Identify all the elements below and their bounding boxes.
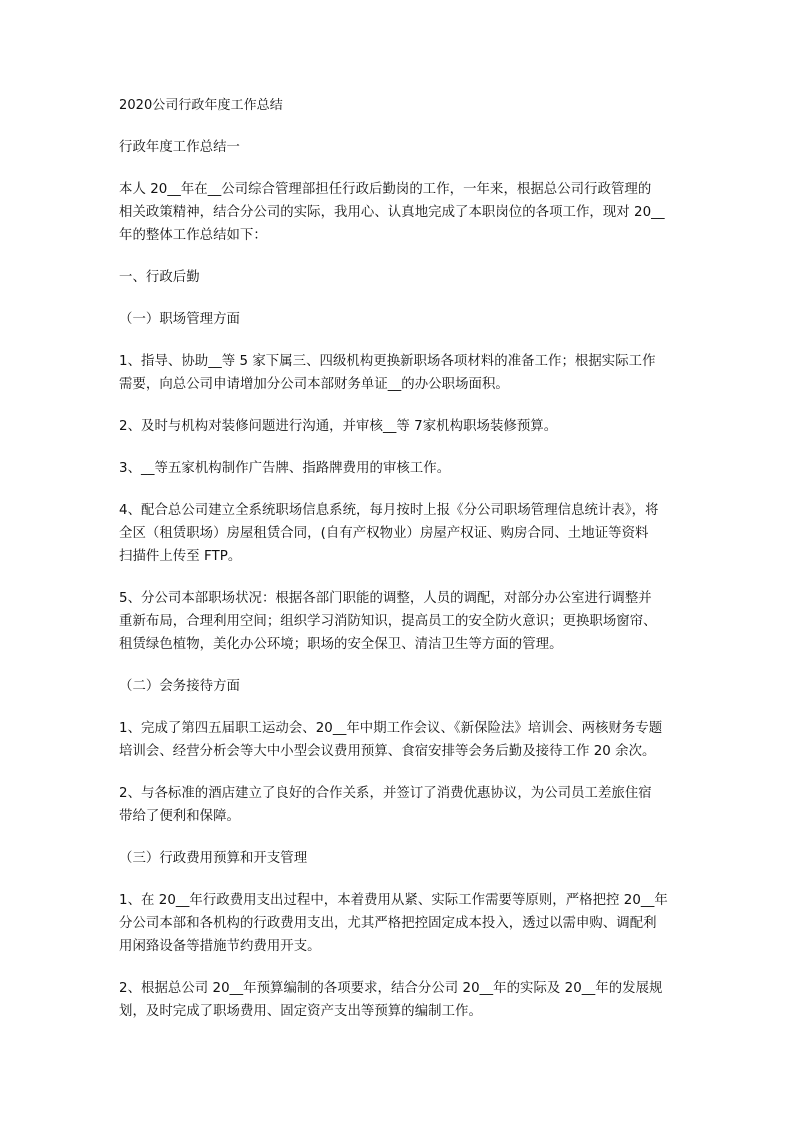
subsection-heading: （二）会务接待方面 xyxy=(119,679,240,694)
item-line: 1、完成了第四五届职工运动会、20__年中期工作会议、《新保险法》培训会、两核财务专题 xyxy=(119,721,663,736)
document-body xyxy=(119,94,679,1023)
list-item xyxy=(119,457,679,480)
subsection-heading: （三）行政费用预算和开支管理 xyxy=(119,851,308,866)
list-item xyxy=(119,889,679,958)
item-line: 培训会、经营分析会等大中小型会议费用预算、食宿安排等会务后勤及接待工作 20 余次。 xyxy=(119,744,656,759)
item-line: 需要，向总公司申请增加分公司本部财务单证__的办公职场面积。 xyxy=(119,377,509,392)
item-line: 带给了便利和保障。 xyxy=(119,809,240,824)
item-line: 全区（租赁职场）房屋租赁合同，(自有产权物业）房屋产权证、购房合同、土地证等资料 xyxy=(119,526,649,541)
intro-paragraph xyxy=(119,178,679,247)
item-line: 重新布局，合理利用空间；组织学习消防知识，提高员工的安全防火意识；更换职场窗帘、 xyxy=(119,614,657,629)
item-line: 1、指导、协助__等 5 家下属三、四级机构更换新职场各项材料的准备工作；根据实际工作 xyxy=(119,354,656,369)
list-item xyxy=(119,499,679,568)
item-line: 租赁绿色植物，美化办公环境；职场的安全保卫、清洁卫生等方面的管理。 xyxy=(119,637,563,652)
list-item xyxy=(119,415,679,438)
item-line: 用闲臵设备等措施节约费用开支。 xyxy=(119,939,321,954)
item-line: 5、分公司本部职场状况：根据各部门职能的调整，人员的调配，对部分办公室进行调整并 xyxy=(119,591,652,606)
list-item xyxy=(119,587,679,656)
intro-line: 本人 20__年在__公司综合管理部担任行政后勤岗的工作，一年来，根据总公司行政管理的 xyxy=(119,182,652,197)
list-item xyxy=(119,717,679,763)
item-line: 2、与各标准的酒店建立了良好的合作关系，并签订了消费优惠协议，为公司员工差旅住宿 xyxy=(119,786,652,801)
subsection-heading: （一）职场管理方面 xyxy=(119,312,240,327)
item-line: 4、配合总公司建立全系统职场信息系统，每月按时上报《分公司职场管理信息统计表》，将 xyxy=(119,503,659,518)
list-item xyxy=(119,782,679,828)
intro-line: 相关政策精神，结合分公司的实际，我用心、认真地完成了本职岗位的各项工作，现对 20__ xyxy=(119,205,665,220)
item-line: 分公司本部和各机构的行政费用支出，尤其严格把控固定成本投入，透过以需申购、调配利 xyxy=(119,916,657,931)
list-item xyxy=(119,350,679,396)
item-line: 扫描件上传至 FTP。 xyxy=(119,549,242,564)
item-line: 2、及时与机构对装修问题进行沟通，并审核__等 7家机构职场装修预算。 xyxy=(119,419,558,434)
item-line: 1、在 20__年行政费用支出过程中，本着费用从紧、实际工作需要等原则，严格把控 20__年 xyxy=(119,893,668,908)
section-heading: 一、行政后勤 xyxy=(119,270,200,285)
list-item xyxy=(119,977,679,1023)
item-line: 划，及时完成了职场费用、固定资产支出等预算的编制工作。 xyxy=(119,1004,482,1019)
item-line: 2、根据总公司 20__年预算编制的各项要求，结合分公司 20__年的实际及 20__年的发展规 xyxy=(119,981,663,996)
item-line: 3、__等五家机构制作广告牌、指路牌费用的审核工作。 xyxy=(119,461,451,476)
intro-line: 年的整体工作总结如下： xyxy=(119,228,267,243)
document-subtitle: 行政年度工作总结一 xyxy=(119,140,240,155)
document-title: 2020公司行政年度工作总结 xyxy=(119,98,283,113)
